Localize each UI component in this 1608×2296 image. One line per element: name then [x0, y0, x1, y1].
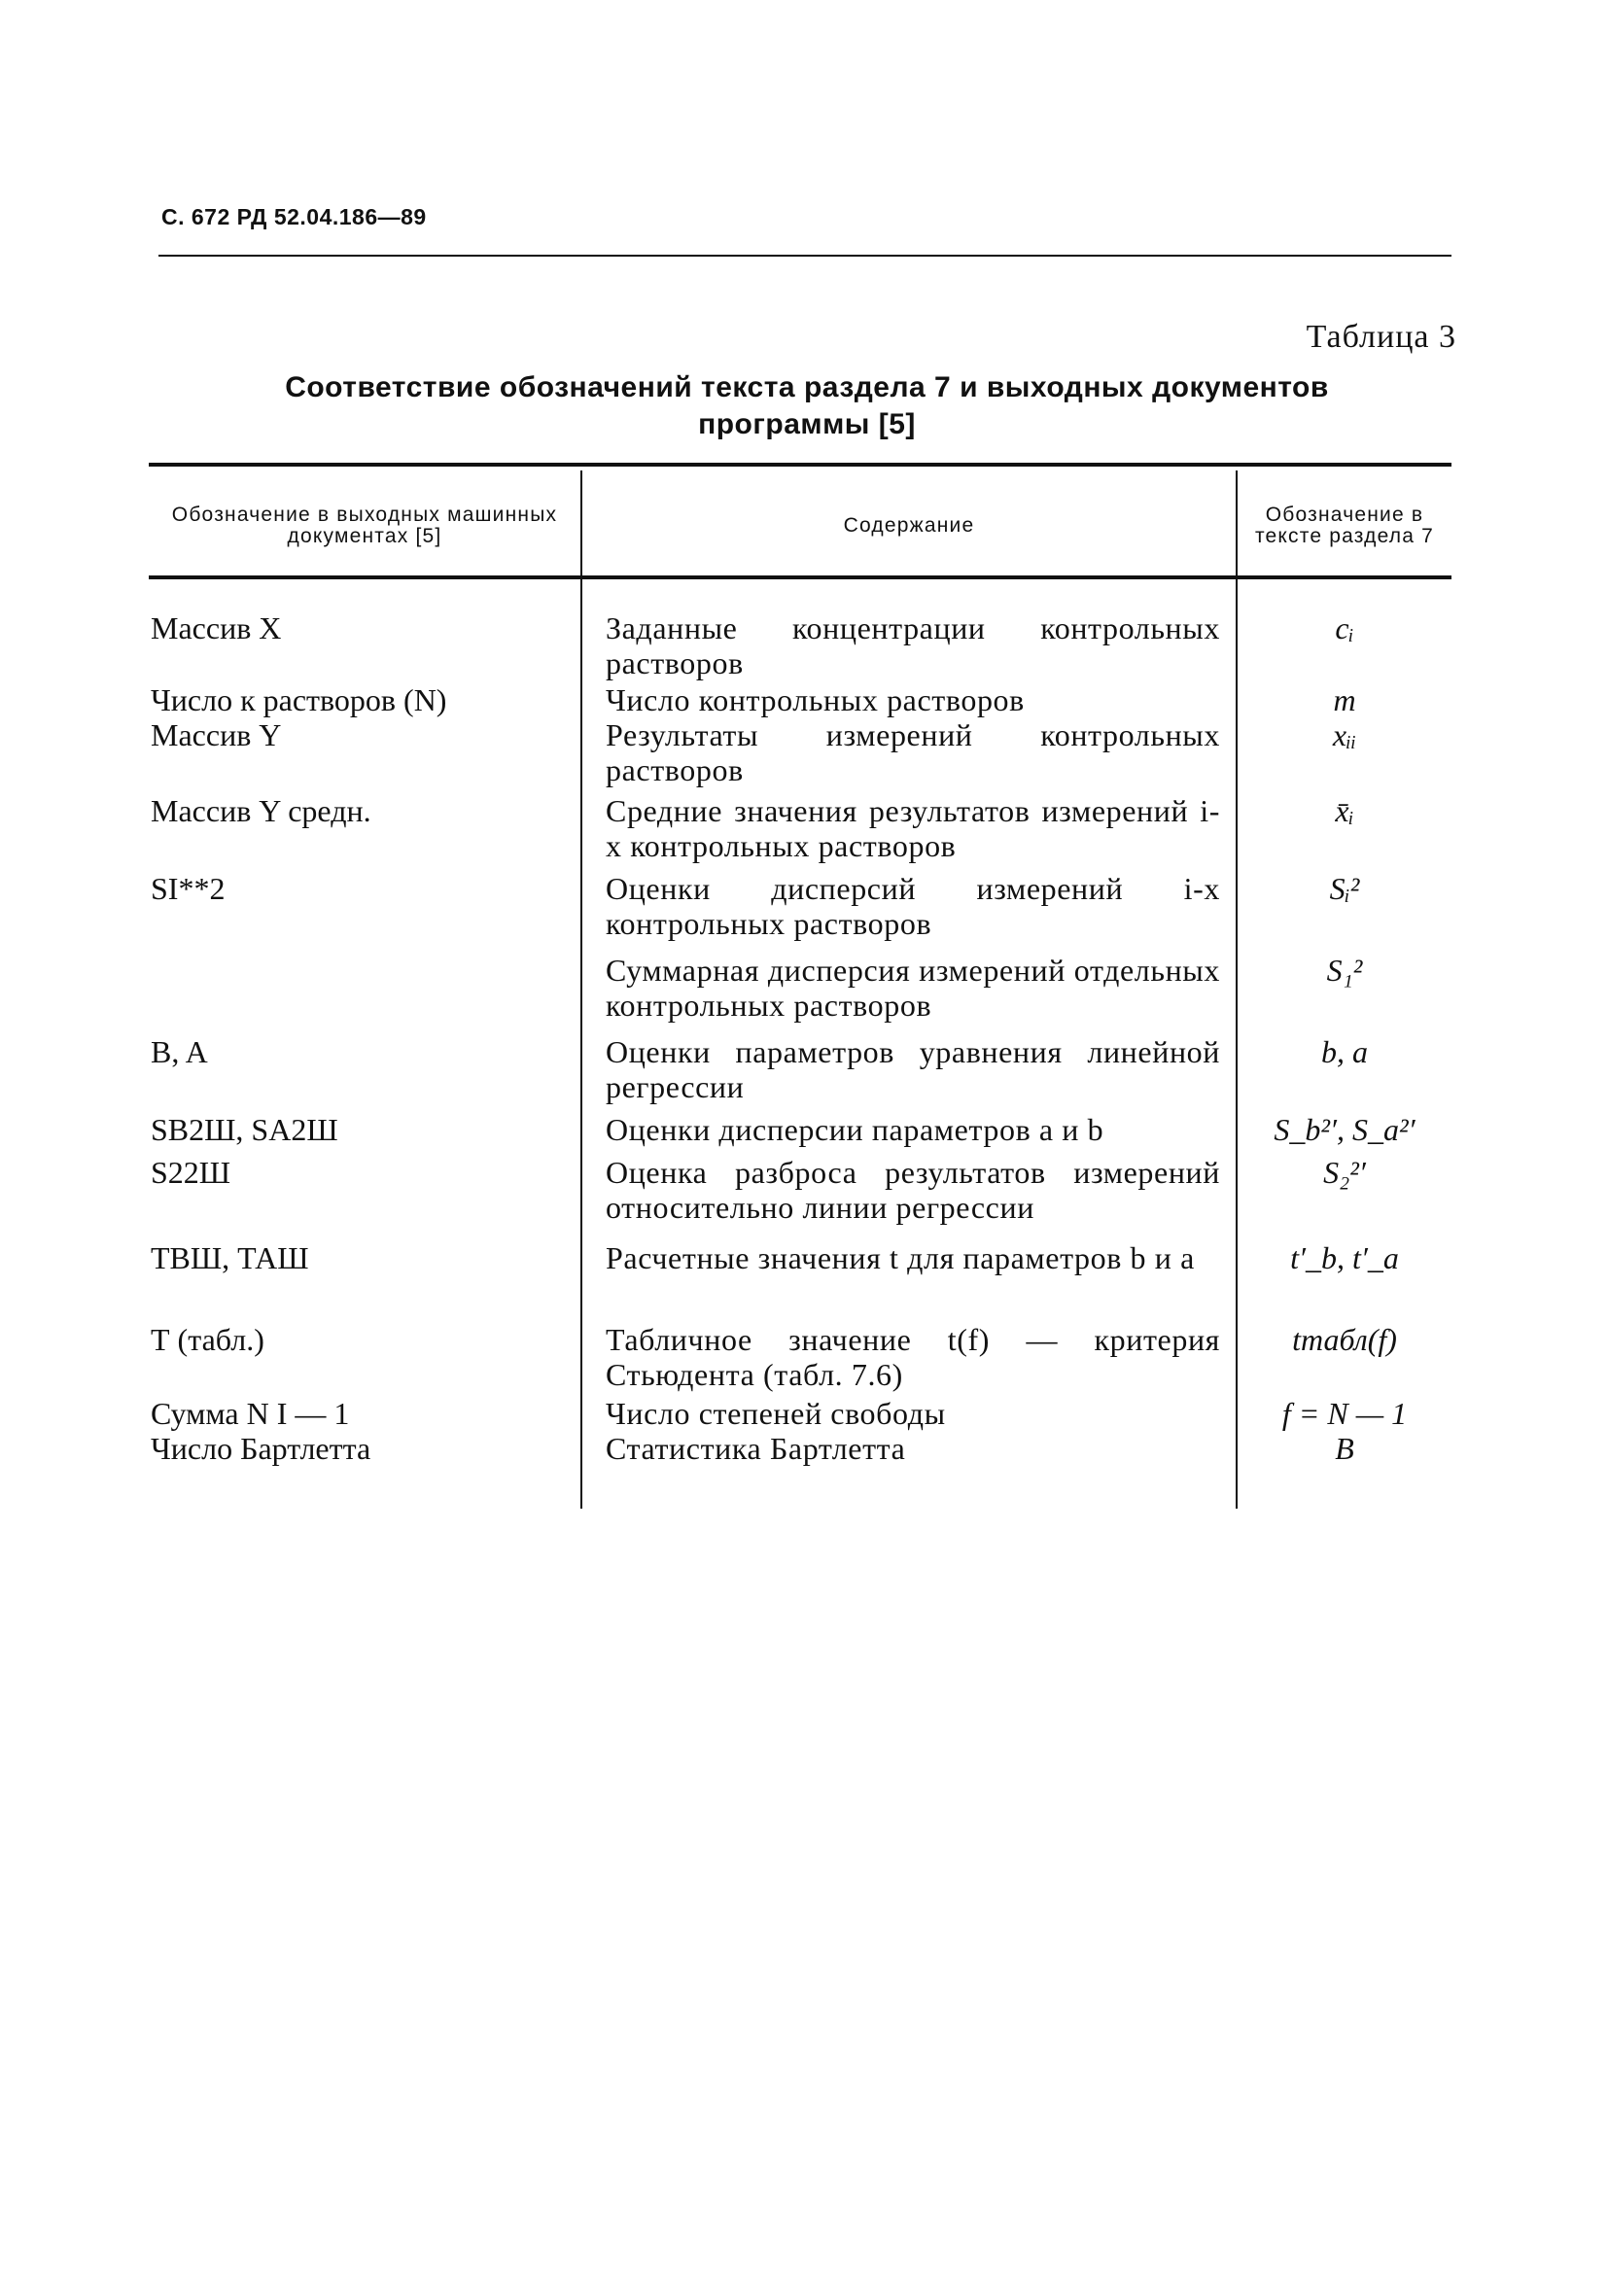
cell-section7: cᵢ	[1335, 610, 1354, 645]
cell-section7: f = N — 1	[1281, 1396, 1408, 1431]
cell-machine-doc: Число Бартлетта	[151, 1431, 371, 1466]
cell-content: Оценки дисперсий измерений i-х контрольных растворов	[606, 871, 1220, 941]
cell-content: Оценка разброса результатов измерений относительно линии регрессии	[606, 1155, 1220, 1225]
table-title	[146, 369, 1468, 443]
table-header-rule	[149, 575, 1451, 579]
cell-content: Средние значения результатов измерений i-х контрольных растворов	[606, 793, 1220, 863]
table-label: Таблица 3	[1306, 319, 1456, 355]
cell-content: Оценки дисперсии параметров a и b	[606, 1112, 1104, 1147]
cell-machine-doc: Массив X	[151, 610, 282, 645]
cell-section7: m	[1333, 682, 1356, 717]
cell-section7: B	[1335, 1431, 1354, 1466]
column-header-section7: Обозначение в тексте раздела 7	[1254, 504, 1435, 547]
cell-machine-doc: Число к растворов (N)	[151, 682, 447, 717]
table-title-line-2: программы [5]	[698, 408, 916, 440]
column-header-content: Содержание	[843, 514, 975, 537]
cell-content: Заданные концентрации контрольных растворов	[606, 610, 1220, 680]
cell-content: Расчетные значения t для параметров b и a	[606, 1240, 1195, 1275]
cell-content: Число степеней свободы	[606, 1396, 946, 1431]
cell-section7: S₂²′	[1323, 1155, 1366, 1190]
page-header-ref: С. 672 РД 52.04.186—89	[161, 204, 427, 229]
cell-machine-doc: B, A	[151, 1034, 208, 1069]
cell-section7: Sᵢ²	[1329, 871, 1360, 906]
cell-content: Результаты измерений контрольных растворов	[606, 717, 1220, 787]
cell-machine-doc: SI**2	[151, 871, 226, 906]
cell-section7: S_b²′, S_a²′	[1274, 1112, 1416, 1147]
table-title-line-1: Соответствие обозначений текста раздела 7 и выходных документов	[285, 371, 1329, 403]
cell-section7: x̄ᵢ	[1335, 793, 1354, 828]
cell-machine-doc: ТВШ, ТАШ	[151, 1240, 309, 1275]
cell-machine-doc: Сумма N I — 1	[151, 1396, 350, 1431]
designation-table	[149, 463, 1451, 1513]
column-divider-1	[580, 470, 582, 1509]
cell-machine-doc: S22Ш	[151, 1155, 231, 1190]
table-top-rule	[149, 463, 1451, 467]
cell-machine-doc: Т (табл.)	[151, 1322, 264, 1357]
header-rule	[158, 255, 1451, 257]
cell-section7: xᵢᵢ	[1332, 717, 1357, 752]
cell-machine-doc: Массив Y средн.	[151, 793, 371, 828]
cell-machine-doc: SB2Ш, SA2Ш	[151, 1112, 338, 1147]
cell-content: Табличное значение t(f) — критерия Стьюдента (табл. 7.6)	[606, 1322, 1220, 1392]
cell-content: Статистика Бартлетта	[606, 1431, 906, 1466]
column-header-machine-doc: Обозначение в выходных машинных документах [5]	[171, 504, 558, 547]
cell-content: Число контрольных растворов	[606, 682, 1025, 717]
cell-machine-doc: Массив Y	[151, 717, 282, 752]
cell-content: Суммарная дисперсия измерений отдельных контрольных растворов	[606, 953, 1220, 1023]
cell-content: Оценки параметров уравнения линейной регрессии	[606, 1034, 1220, 1104]
cell-section7: tтабл(f)	[1292, 1322, 1397, 1357]
cell-section7: t′_b, t′_a	[1290, 1240, 1399, 1275]
cell-section7: S₁²	[1326, 953, 1363, 988]
cell-section7: b, a	[1321, 1034, 1368, 1069]
